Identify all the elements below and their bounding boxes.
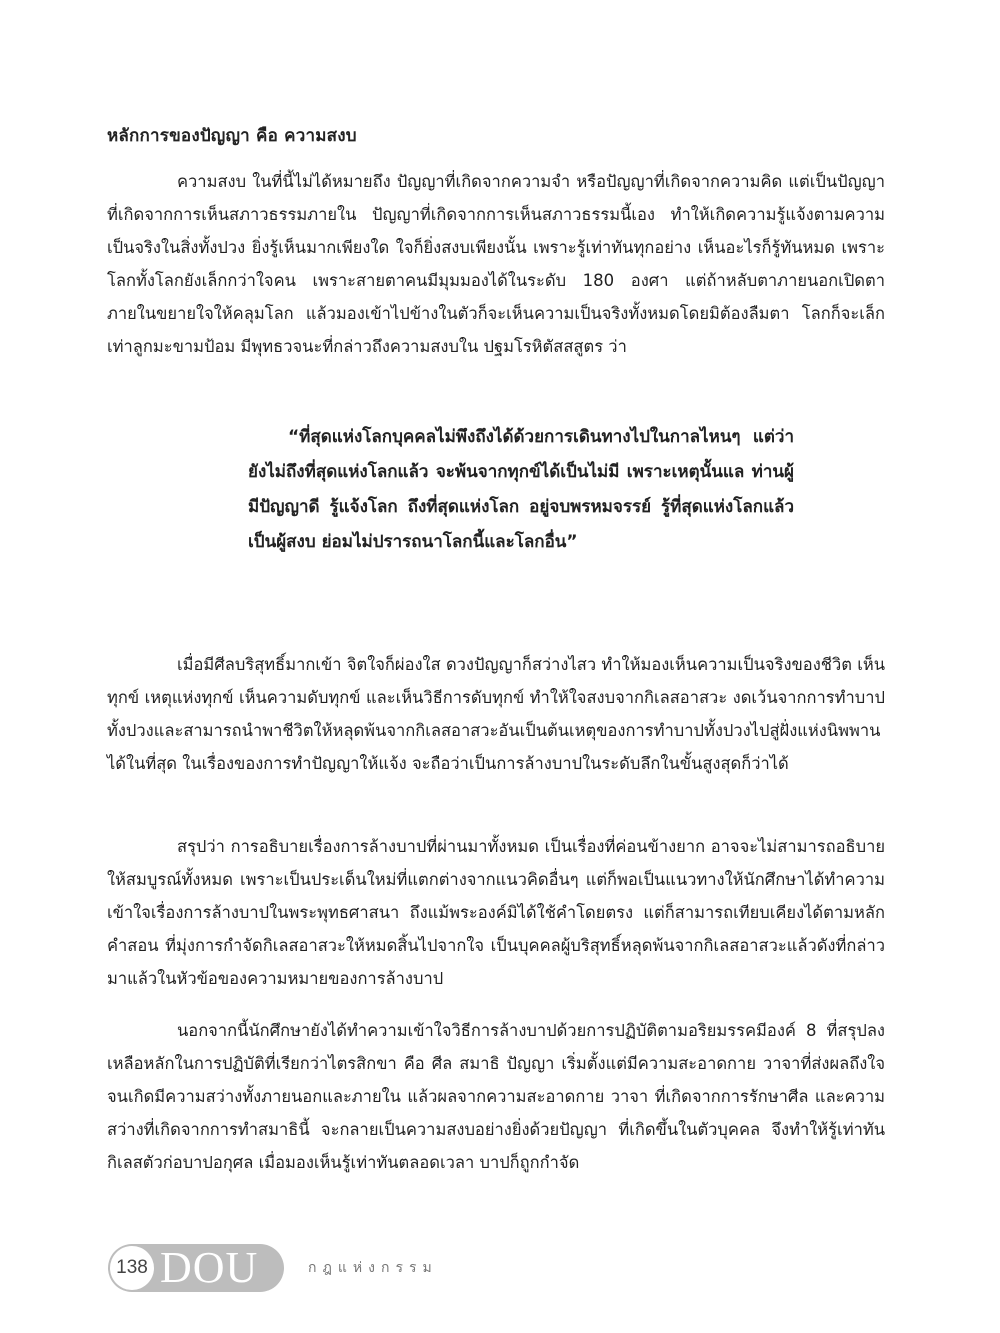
brand-logo: DOU bbox=[160, 1243, 259, 1292]
paragraph-2: เมื่อมีศีลบริสุทธิ์มากเข้า จิตใจก็ผ่องใส ดวงปัญญาก็สว่างไสว ทำให้มองเห็นความเป็นจริงของชีวิต เห็นทุกข์ เหตุแห่งทุกข์ เห็นความดับทุกข์ และเห็นวิธีการดับทุกข์ ทำให้ใจสงบจากกิเลสอาสวะ งดเว้นจากการทำบาปทั้งปวงและสามารถนำพาชีวิตให้หลุดพ้นจากกิเลสอาสวะอันเป็นต้นเหตุของการทำบาปทั้งปวงไปสู่ฝั่งแห่งนิพพานได้ในที่สุด ในเรื่องของการทำปัญญาให้แจ้ง จะถือว่าเป็นการล้างบาปในระดับลึกในขั้นสูงสุดก็ว่าได้ bbox=[107, 655, 885, 773]
page-footer bbox=[108, 1243, 438, 1293]
footer-badge bbox=[108, 1244, 284, 1292]
paragraph-3: สรุปว่า การอธิบายเรื่องการล้างบาปที่ผ่านมาทั้งหมด เป็นเรื่องที่ค่อนข้างยาก อาจจะไม่สามารถอธิบายให้สมบูรณ์ทั้งหมด เพราะเป็นประเด็นใหม่ที่แตกต่างจากแนวคิดอื่นๆ แต่ก็พอเป็นแนวทางให้นักศึกษาได้ทำความเข้าใจเรื่องการล้างบาปในพระพุทธศาสนา ถึงแม้พระองค์มิได้ใช้คำโดยตรง แต่ก็สามารถเทียบเคียงได้ตามหลักคำสอน ที่มุ่งการกำจัดกิเลสอาสวะให้หมดสิ้นไปจากใจ เป็นบุคคลผู้บริสุทธิ์หลุดพ้นจากกิเลสอาสวะแล้วดังที่กล่าวมาแล้วในหัวข้อของความหมายของการล้างบาป bbox=[107, 837, 885, 988]
page-number: 138 bbox=[110, 1246, 154, 1290]
scripture-quote: “ที่สุดแห่งโลกบุคคลไม่พึงถึงได้ด้วยการเดินทางไปในกาลไหนๆ แต่ว่า ยังไม่ถึงที่สุดแห่งโลกแล้ว จะพ้นจากทุกข์ได้เป็นไม่มี เพราะเหตุนั้นแล ท่านผู้มีปัญญาดี รู้แจ้งโลก ถึงที่สุดแห่งโลก อยู่จบพรหมจรรย์ รู้ที่สุดแห่งโลกแล้ว เป็นผู้สงบ ย่อมไม่ปรารถนาโลกนี้และโลกอื่น” bbox=[248, 427, 794, 552]
section-heading: หลักการของปัญญา คือ ความสงบ bbox=[107, 126, 357, 146]
book-title: กฎแห่งกรรม bbox=[308, 1260, 438, 1276]
paragraph-4: นอกจากนี้นักศึกษายังได้ทำความเข้าใจวิธีการล้างบาปด้วยการปฏิบัติตามอริยมรรคมีองค์ 8 ที่สรุปลงเหลือหลักในการปฏิบัติที่เรียกว่าไตรสิกขา คือ ศีล สมาธิ ปัญญา เริ่มตั้งแต่มีความสะอาดกาย วาจาที่ส่งผลถึงใจ จนเกิดมีความสว่างทั้งภายนอกและภายใน แล้วผลจากความสะอาดกาย วาจา ที่เกิดจากการรักษาศีล และความสว่างที่เกิดจากการทำสมาธินี้ จะกลายเป็นความสงบอย่างยิ่งด้วยปัญญา ที่เกิดขึ้นในตัวบุคคล จึงทำให้รู้เท่าทันกิเลสตัวก่อบาปอกุศล เมื่อมองเห็นรู้เท่าทันตลอดเวลา บาปก็ถูกกำจัด bbox=[107, 1021, 885, 1172]
paragraph-1: ความสงบ ในที่นี้ไม่ได้หมายถึง ปัญญาที่เกิดจากความจำ หรือปัญญาที่เกิดจากความคิด แต่เป็นปัญญาที่เกิดจากการเห็นสภาวธรรมภายใน ปัญญาที่เกิดจากการเห็นสภาวธรรมนี้เอง ทำให้เกิดความรู้แจ้งตามความเป็นจริงในสิ่งทั้งปวง ยิ่งรู้เห็นมากเพียงใด ใจก็ยิ่งสงบเพียงนั้น เพราะรู้เท่าทันทุกอย่าง เห็นอะไรก็รู้ทันหมด เพราะโลกทั้งโลกยังเล็กกว่าใจคน เพราะสายตาคนมีมุมมองได้ในระดับ 180 องศา แต่ถ้าหลับตาภายนอกเปิดตาภายในขยายใจให้คลุมโลก แล้วมองเข้าไปข้างในตัวก็จะเห็นความเป็นจริงทั้งหมดโดยมิต้องลืมตา โลกก็จะเล็กเท่าลูกมะขามป้อม มีพุทธวจนะที่กล่าวถึงความสงบใน ปฐมโรหิตัสสสูตร ว่า bbox=[107, 172, 885, 356]
